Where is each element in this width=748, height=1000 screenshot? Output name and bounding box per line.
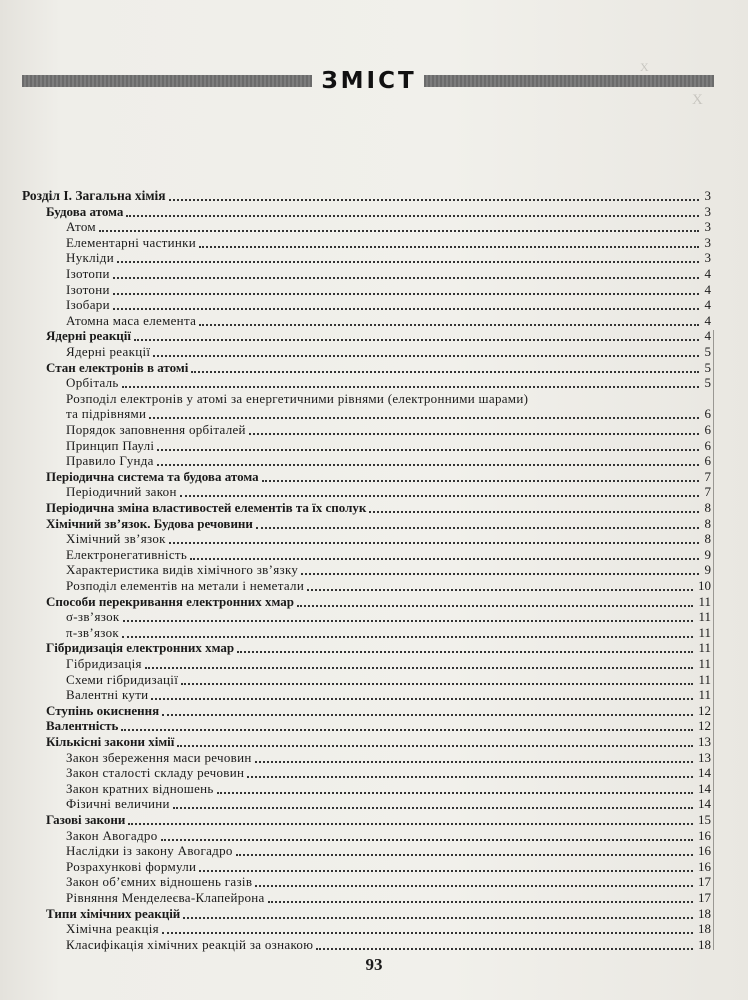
toc-entry: [66, 562, 711, 578]
toc-entry: [46, 204, 711, 220]
toc-entry: [66, 890, 711, 906]
toc-entry-title: Валентні кути: [66, 687, 149, 703]
toc-entry: [46, 718, 711, 734]
toc-entry-title: Типи хімічних реакцій: [46, 905, 181, 921]
dot-leader: [199, 323, 699, 326]
toc-entry-page: 6: [704, 406, 711, 422]
toc-entry: [46, 703, 711, 719]
dot-leader: [126, 214, 699, 217]
toc-entry-page: 16: [698, 827, 711, 843]
toc-entry-page: 18: [698, 921, 711, 937]
toc-entry-page: 4: [704, 281, 711, 297]
toc-entry: [46, 812, 711, 828]
toc-entry: [66, 796, 711, 812]
toc-entry-page: 14: [698, 780, 711, 796]
toc-entry-title: Періодична система та будова атома: [46, 468, 259, 484]
toc-entry: [66, 391, 711, 407]
dot-leader: [249, 432, 699, 435]
dot-leader: [121, 728, 693, 731]
toc-entry: [66, 531, 711, 547]
toc-entry: [66, 453, 711, 469]
dot-leader: [117, 260, 699, 263]
toc-entry: [46, 906, 711, 922]
dot-leader: [153, 354, 699, 357]
toc-entry-title: Ізотони: [66, 281, 110, 297]
dot-leader: [237, 650, 693, 653]
toc-entry: [66, 828, 711, 844]
toc-entry-page: 11: [698, 609, 711, 625]
toc-entry-page: 5: [704, 344, 711, 359]
toc-entry-title: Закон сталості складу речовин: [66, 765, 245, 781]
header-bar-right: [424, 75, 714, 87]
toc-entry-title: Хімічний зв’язок. Будова речовини: [46, 515, 253, 531]
toc-entry-title: Атомна маса елемента: [66, 312, 197, 328]
dot-leader: [183, 916, 693, 919]
toc-entry: [46, 360, 711, 376]
toc-entry: [66, 438, 711, 454]
toc-entry-page: 18: [698, 905, 711, 921]
toc-entry-title: Закон Авогадро: [66, 827, 158, 843]
toc-entry: [46, 734, 711, 750]
toc-entry-page: 3: [704, 250, 711, 266]
dot-leader: [145, 666, 693, 669]
toc-entry-title: Характеристика видів хімічного зв’язку: [66, 562, 299, 578]
dot-leader: [113, 307, 699, 310]
toc-entry-page: 3: [704, 234, 711, 250]
dot-leader: [123, 619, 694, 622]
toc-entry-title: Способи перекривання електронних хмар: [46, 593, 294, 609]
dot-leader: [173, 806, 693, 809]
toc-entry-title: Розподіл елементів на метали і неметали: [66, 578, 305, 593]
toc-entry: [66, 609, 711, 625]
dot-leader: [191, 370, 699, 373]
toc-entry-title: Ступінь окиснення: [46, 702, 160, 718]
toc-entry: [66, 578, 711, 594]
toc-entry-page: 11: [698, 640, 711, 656]
toc-entry-page: 16: [698, 858, 711, 874]
toc-entry-page: 8: [704, 531, 711, 547]
dot-leader: [128, 822, 693, 825]
toc-entry-page: 4: [704, 328, 711, 344]
toc-entry: [66, 687, 711, 703]
toc-entry-page: 11: [698, 593, 711, 609]
toc-entry-page: 14: [698, 765, 711, 781]
toc-entry-page: 6: [704, 437, 711, 453]
toc-entry-title: Розділ І. Загальна хімія: [22, 188, 166, 203]
toc-entry-page: 5: [704, 375, 711, 391]
toc-entry: [66, 219, 711, 235]
dot-leader: [169, 198, 699, 201]
toc-entry-page: 10: [698, 578, 711, 593]
toc-entry-title: Валентність: [46, 718, 119, 734]
toc-entry-title: та підрівнями: [66, 406, 147, 422]
toc-entry-title: Елементарні частинки: [66, 234, 197, 250]
dot-leader: [301, 572, 699, 575]
toc-entry-title: π-зв’язок: [66, 624, 120, 640]
dot-leader: [157, 448, 699, 451]
toc-entry: [66, 921, 711, 937]
toc-entry-title: Газові закони: [46, 812, 126, 827]
toc-entry: [66, 422, 711, 438]
toc-entry-page: 15: [698, 812, 711, 827]
dot-leader: [113, 292, 699, 295]
dot-leader: [151, 697, 693, 700]
toc-entry: [66, 297, 711, 313]
toc-entry: [46, 640, 711, 656]
dot-leader: [255, 760, 693, 763]
toc-entry: [66, 250, 711, 266]
toc-entry-title: Схеми гібридизації: [66, 671, 179, 687]
toc-entry-page: 3: [704, 219, 711, 235]
toc-entry: [66, 375, 711, 391]
toc-entry: [66, 750, 711, 766]
toc-entry-title: Закон об’ємних відношень газів: [66, 874, 253, 890]
toc-entry-title: Ядерні реакції: [66, 344, 151, 359]
dot-leader: [122, 385, 699, 388]
dot-leader: [236, 853, 693, 856]
margin-line: [713, 330, 714, 950]
dot-leader: [162, 713, 693, 716]
toc-entry-title: Правило Гунда: [66, 453, 154, 469]
bleed-through-text: Х: [640, 60, 649, 74]
toc-entry-page: 9: [704, 562, 711, 578]
toc-entry-page: 7: [704, 468, 711, 484]
dot-leader: [157, 463, 699, 466]
toc-entry: [66, 874, 711, 890]
toc-entry-title: Розподіл електронів у атомі за енергетичними рівнями (електронними шарами): [66, 390, 529, 406]
dot-leader: [122, 635, 693, 638]
toc-entry: [66, 843, 711, 859]
toc-entry-title: Електронегативність: [66, 546, 188, 562]
toc-entry: [66, 235, 711, 251]
toc-entry-page: 12: [698, 718, 711, 734]
toc-entry-title: Хімічна реакція: [66, 921, 159, 937]
toc-entry-page: 5: [704, 359, 711, 375]
toc-entry-title: Класифікація хімічних реакцій за ознакою: [66, 936, 314, 952]
toc-entry-page: 8: [704, 515, 711, 531]
toc-entry-title: Ізобари: [66, 297, 110, 313]
toc-entry-title: Закон кратних відношень: [66, 780, 214, 796]
toc-entry-title: Принцип Паулі: [66, 437, 155, 453]
dot-leader: [268, 900, 693, 903]
toc-entry-page: 3: [704, 203, 711, 219]
toc-entry-title: Рівняння Менделеєва-Клапейрона: [66, 890, 265, 905]
dot-leader: [99, 229, 699, 232]
toc-entry: [66, 406, 711, 422]
dot-leader: [217, 791, 693, 794]
toc-entry: [46, 516, 711, 532]
toc-entry-title: Будова атома: [46, 203, 124, 219]
dot-leader: [199, 245, 699, 248]
toc-entry: [66, 937, 711, 953]
toc-entry: [66, 781, 711, 797]
toc-entry-title: Нукліди: [66, 250, 114, 266]
toc-entry-page: 13: [698, 734, 711, 749]
toc-entry-page: 8: [704, 500, 711, 515]
toc-entry-page: 11: [698, 656, 711, 671]
dot-leader: [199, 869, 693, 872]
toc-entry: [46, 469, 711, 485]
dot-leader: [149, 416, 699, 419]
toc-entry: [66, 282, 711, 298]
toc-entry-title: Періодичний закон: [66, 484, 177, 500]
toc-entry-title: Періодична зміна властивостей елементів та їх сполук: [46, 500, 367, 515]
dot-leader: [369, 510, 699, 513]
toc-entry-page: 17: [698, 890, 711, 905]
dot-leader: [255, 884, 693, 887]
toc-entry-title: Фізичні величини: [66, 796, 170, 812]
dot-leader: [113, 276, 699, 279]
toc-entry-page: 4: [704, 312, 711, 328]
toc-entry: [66, 765, 711, 781]
dot-leader: [177, 744, 693, 747]
toc-entry-title: σ-зв’язок: [66, 609, 120, 625]
dot-leader: [247, 775, 693, 778]
toc-entry: [66, 344, 711, 360]
toc-entry: [46, 500, 711, 516]
toc-entry: [66, 656, 711, 672]
toc-entry-title: Наслідки із закону Авогадро: [66, 843, 233, 859]
header-bar-left: [22, 75, 312, 87]
toc-entry-page: 16: [698, 843, 711, 859]
toc-entry: [66, 266, 711, 282]
toc-entry: [66, 484, 711, 500]
toc-entry-title: Кількісні закони хімії: [46, 734, 175, 749]
toc-entry: [66, 547, 711, 563]
toc-entry: [66, 859, 711, 875]
page-title: ЗМІСТ: [321, 68, 417, 94]
toc-entry-page: 11: [698, 671, 711, 687]
dot-leader: [316, 947, 693, 950]
toc-header: [0, 66, 748, 96]
toc-entry-page: 12: [698, 702, 711, 718]
toc-entry-title: Розрахункові формули: [66, 858, 197, 874]
toc-entry-page: 6: [704, 422, 711, 437]
toc-entry-title: Орбіталь: [66, 375, 119, 391]
dot-leader: [181, 682, 693, 685]
dot-leader: [161, 838, 694, 841]
dot-leader: [180, 494, 699, 497]
toc-entry: [66, 625, 711, 641]
dot-leader: [134, 338, 699, 341]
dot-leader: [256, 526, 699, 529]
toc-entry-page: 6: [704, 453, 711, 469]
toc-entry-page: 4: [704, 297, 711, 313]
toc-entry-page: 18: [698, 936, 711, 952]
page-number: 93: [365, 955, 383, 974]
toc-entry-title: Гібридизація електронних хмар: [46, 640, 235, 656]
toc-entry: [66, 672, 711, 688]
toc-entry-page: 13: [698, 749, 711, 765]
dot-leader: [307, 588, 693, 591]
toc-entry-page: 9: [704, 546, 711, 562]
toc-entry: [46, 328, 711, 344]
toc-entry-page: 3: [704, 188, 711, 203]
dot-leader: [262, 479, 699, 482]
dot-leader: [190, 557, 699, 560]
toc-entry-page: 4: [704, 266, 711, 281]
toc-entry-page: 14: [698, 796, 711, 812]
toc-entry-page: 17: [698, 874, 711, 890]
bleed-through-text: Х: [692, 92, 703, 108]
toc-entry-title: Ізотопи: [66, 266, 110, 281]
toc-entry-title: Закон збереження маси речовин: [66, 749, 252, 765]
toc-entry-title: Атом: [66, 219, 96, 235]
dot-leader: [169, 541, 699, 544]
toc-entry-title: Ядерні реакції: [46, 328, 132, 344]
toc-entry-page: 11: [698, 624, 711, 640]
toc-entry-title: Хімічний зв’язок: [66, 531, 166, 547]
dot-leader: [162, 931, 693, 934]
toc-entry: [46, 594, 711, 610]
toc-entry: [22, 188, 711, 204]
toc-entry-title: Порядок заповнення орбіталей: [66, 422, 246, 437]
toc-entry-title: Гібридизація: [66, 656, 142, 671]
toc-entry-title: Стан електронів в атомі: [46, 359, 189, 375]
dot-leader: [297, 604, 693, 607]
toc-entry-page: 7: [704, 484, 711, 500]
toc-entry: [66, 313, 711, 329]
toc-entry-page: 11: [698, 687, 711, 703]
